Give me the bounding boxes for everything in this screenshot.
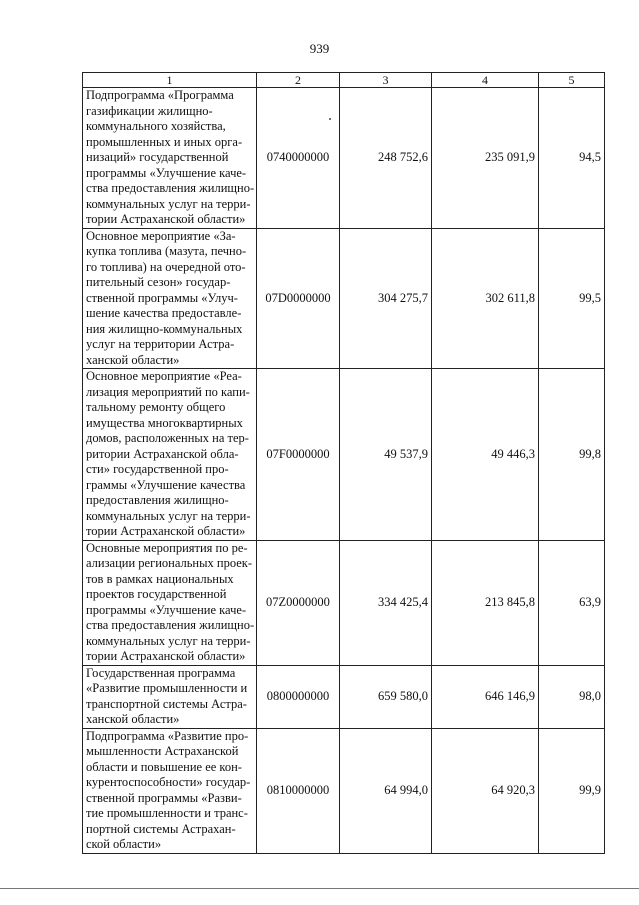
row-name-line: программы «Улучшение каче- xyxy=(86,602,247,617)
row-name-line: купка топлива (мазута, печно- xyxy=(86,244,247,258)
row-value-col4: 646 146,9 xyxy=(432,665,539,728)
row-name-line: ственной программы «Улуч- xyxy=(86,290,238,305)
row-name-line: программы «Улучшение каче- xyxy=(86,165,247,180)
row-name-cell xyxy=(83,88,257,229)
row-name-line: шение качества предоставле- xyxy=(86,306,242,320)
page-number: 939 xyxy=(309,41,330,56)
row-name-line: мышленности Астраханской xyxy=(86,744,239,758)
row-name-line: ханской области» xyxy=(86,712,180,726)
row-value-col3: 334 425,4 xyxy=(340,540,432,665)
row-name-line: низаций» государственной xyxy=(86,150,229,164)
row-name-line: домов, расположенных на тер- xyxy=(86,431,249,445)
row-name-line: сти» государственной про- xyxy=(86,462,229,476)
column-header-2: 2 xyxy=(257,73,340,88)
row-name-cell xyxy=(83,369,257,541)
row-name-line: тории Астраханской области» xyxy=(86,649,246,663)
row-name-cell xyxy=(83,665,257,728)
row-name-line: Подпрограмма «Развитие про- xyxy=(86,728,249,743)
row-value-col4: 49 446,3 xyxy=(432,369,539,541)
row-value-col4: 64 920,3 xyxy=(432,728,539,853)
column-header-5: 5 xyxy=(539,73,605,88)
row-name-line: проектов государственной xyxy=(86,587,227,601)
column-header-3: 3 xyxy=(340,73,432,88)
row-name-cell xyxy=(83,228,257,369)
row-value-col5: 99,8 xyxy=(539,369,605,541)
row-name-line: «Развитие промышленности и xyxy=(86,681,248,695)
table-row xyxy=(83,540,605,665)
row-name-line: ализации региональных проек- xyxy=(86,556,253,570)
row-name-line: имущества многоквартирных xyxy=(86,415,243,430)
row-name-line: ния жилищно-коммунальных xyxy=(86,321,243,336)
row-value-col5: 98,0 xyxy=(539,665,605,728)
row-value-col5: 63,9 xyxy=(539,540,605,665)
row-name-line: лизация мероприятий по капи- xyxy=(86,384,250,399)
row-name-line: промышленных и иных орга- xyxy=(86,134,243,149)
row-name-line: граммы «Улучшение качества xyxy=(86,477,246,492)
table-row xyxy=(83,88,605,229)
column-header-1: 1 xyxy=(83,73,257,88)
table-row xyxy=(83,369,605,541)
row-value-col3: 248 752,6 xyxy=(340,88,432,229)
row-code-cell: 0810000000 xyxy=(257,728,340,853)
row-name-line: тие промышленности и транс- xyxy=(86,806,248,820)
row-name-line: ственной программы «Разви- xyxy=(86,790,242,805)
row-name-line: пительный сезон» государ- xyxy=(86,275,231,289)
column-header-4: 4 xyxy=(432,73,539,88)
row-value-col4: 213 845,8 xyxy=(432,540,539,665)
table-row xyxy=(83,665,605,728)
row-code-cell: 0740000000 xyxy=(257,88,340,229)
budget-table xyxy=(82,72,605,854)
row-name-line: коммунальных услуг на терри- xyxy=(86,508,251,523)
row-name-cell xyxy=(83,728,257,853)
row-name-line: го топлива) на очередной ото- xyxy=(86,259,246,274)
table-row xyxy=(83,728,605,853)
row-value-col5: 99,9 xyxy=(539,728,605,853)
row-value-col3: 304 275,7 xyxy=(340,228,432,369)
page-bottom-edge xyxy=(0,888,639,889)
row-code-cell: 07D0000000 xyxy=(257,228,340,369)
row-value-col3: 64 994,0 xyxy=(340,728,432,853)
row-value-col5: 94,5 xyxy=(539,88,605,229)
row-name-cell xyxy=(83,540,257,665)
row-name-line: предоставления жилищно- xyxy=(86,493,229,507)
row-name-line: газификации жилищно- xyxy=(86,103,213,118)
row-code-cell: 0800000000 xyxy=(257,665,340,728)
row-value-col4: 235 091,9 xyxy=(432,88,539,229)
row-value-col4: 302 611,8 xyxy=(432,228,539,369)
row-name-line: Подпрограмма «Программа xyxy=(86,88,234,102)
row-name-line: Основные мероприятия по ре- xyxy=(86,540,248,555)
row-name-line: тории Астраханской области» xyxy=(86,212,246,226)
row-name-line: коммунальных услуг на терри- xyxy=(86,633,251,648)
row-name-line: области и повышение ее кон- xyxy=(86,759,242,774)
row-name-line: тальному ремонту общего xyxy=(86,400,226,414)
row-name-line: Основное мероприятие «За- xyxy=(86,228,236,243)
table-body xyxy=(83,88,605,854)
row-code-cell: 07Z0000000 xyxy=(257,540,340,665)
row-name-line: услуг на территории Астра- xyxy=(86,337,235,351)
row-name-line: Основное мероприятие «Реа- xyxy=(86,369,242,383)
row-name-line: портной системы Астрахан- xyxy=(86,821,236,836)
row-name-line: коммунального хозяйства, xyxy=(86,119,226,133)
row-name-line: тов в рамках национальных xyxy=(86,571,234,586)
row-name-line: тории Астраханской области» xyxy=(86,524,246,538)
row-value-col3: 49 537,9 xyxy=(340,369,432,541)
row-name-line: транспортной системы Астра- xyxy=(86,696,247,711)
row-name-line: курентоспособности» государ- xyxy=(86,775,251,789)
row-name-line: ритории Астраханской обла- xyxy=(86,446,239,461)
row-code-cell: 07F0000000 xyxy=(257,369,340,541)
row-name-line: ханской области» xyxy=(86,352,180,367)
row-value-col5: 99,5 xyxy=(539,228,605,369)
row-name-line: ства предоставления жилищно- xyxy=(86,618,255,632)
row-name-line: ской области» xyxy=(86,837,162,851)
row-name-line: коммунальных услуг на терри- xyxy=(86,196,251,211)
table-row xyxy=(83,228,605,369)
row-name-line: Государственная программа xyxy=(86,665,236,680)
row-value-col3: 659 580,0 xyxy=(340,665,432,728)
row-name-line: ства предоставления жилищно- xyxy=(86,181,255,195)
table-header-row xyxy=(83,73,605,88)
scan-speck xyxy=(329,118,331,120)
